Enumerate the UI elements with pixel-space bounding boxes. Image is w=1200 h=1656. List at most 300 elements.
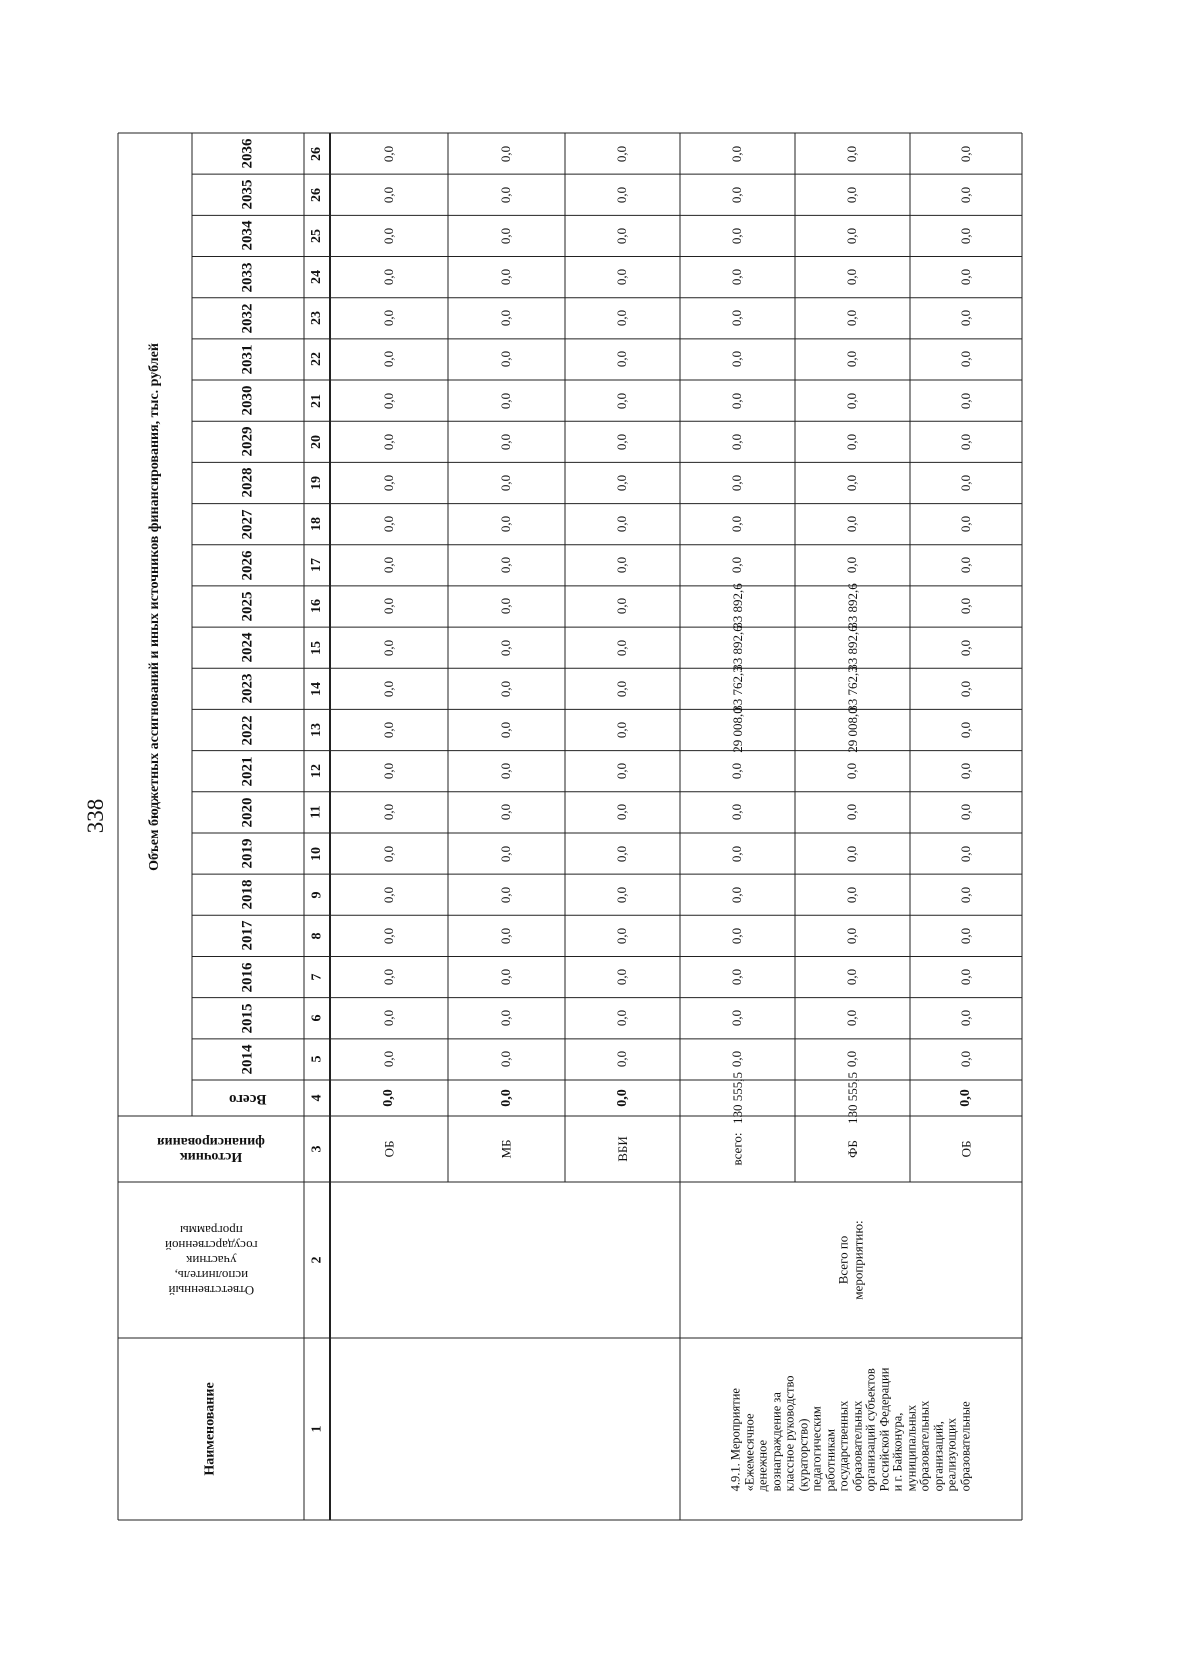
year-value: 0,0: [958, 680, 973, 697]
year-header-cell: [192, 339, 304, 380]
year-value-cell: [795, 751, 910, 792]
year-value: 0,0: [844, 227, 860, 245]
year-value-cell: [565, 257, 680, 298]
year-value-cell: [565, 380, 680, 421]
year-value: 0,0: [729, 557, 745, 574]
name-header: Наименование: [203, 1382, 218, 1476]
year-value: 0,0: [844, 310, 860, 327]
year-header: 2028: [239, 467, 256, 498]
year-value-cell: [565, 298, 680, 339]
year-value-cell: [680, 339, 795, 380]
year-value-cell: [910, 668, 1022, 709]
year-value: 0,0: [958, 557, 973, 574]
column-number: 19: [309, 475, 324, 490]
year-value-cell: [795, 504, 910, 545]
column-number: 26: [309, 146, 324, 161]
year-value: 0,0: [498, 557, 514, 574]
year-value-cell: [910, 998, 1022, 1039]
year-value-cell: [680, 380, 795, 421]
year-value: 33 762,3: [844, 666, 860, 712]
year-header-cell: [192, 298, 304, 339]
year-value-cell: [910, 545, 1022, 586]
year-header: 2029: [239, 426, 256, 457]
year-header-cell: [192, 462, 304, 503]
year-value: 0,0: [958, 927, 973, 944]
year-value: 0,0: [729, 227, 745, 245]
volume-header-cell: [118, 133, 192, 1080]
year-value: 0,0: [614, 845, 630, 862]
year-value: 0,0: [381, 433, 396, 450]
year-header: 2030: [239, 385, 256, 416]
column-number: 26: [309, 187, 324, 202]
year-value-cell: [330, 257, 448, 298]
year-value: 0,0: [381, 598, 396, 615]
column-number: 8: [309, 932, 324, 940]
column-number-cell: [304, 1116, 330, 1182]
year-value-cell: [910, 915, 1022, 956]
year-value: 0,0: [614, 145, 630, 162]
year-header-cell: [192, 792, 304, 833]
year-value: 0,0: [844, 886, 860, 903]
year-value: 0,0: [729, 968, 745, 986]
year-value: 0,0: [498, 516, 514, 533]
year-value-cell: [330, 709, 448, 750]
year-value: 0,0: [729, 516, 745, 533]
year-value: 0,0: [614, 804, 630, 821]
year-value-cell: [330, 133, 448, 174]
column-number-cell: [304, 133, 330, 174]
year-value: 0,0: [614, 721, 630, 739]
year-value-cell: [680, 583, 795, 630]
year-value-cell: [565, 709, 680, 750]
year-value-cell: [448, 133, 565, 174]
year-value: 0,0: [498, 1010, 514, 1027]
year-value-cell: [565, 792, 680, 833]
year-value: 0,0: [729, 268, 745, 286]
column-number: 14: [309, 681, 324, 696]
year-value: 0,0: [844, 557, 860, 574]
year-value-cell: [330, 833, 448, 874]
source-value-cell: [910, 1116, 1022, 1182]
year-value-cell: [448, 586, 565, 627]
year-value-cell: [795, 707, 910, 753]
year-value-cell: [680, 1039, 795, 1080]
year-value: 0,0: [498, 886, 514, 903]
year-value-cell: [565, 668, 680, 709]
year-value-cell: [680, 666, 795, 712]
year-value: 0,0: [498, 1051, 514, 1068]
source-header-cell: [118, 1116, 304, 1182]
measure-name: 4.9.1. Мероприятие «Ежемесячное денежное вознаграждение за классное руководство (кураторство) педагогическим работникам государственных образовательных организаций субъектов Российской Федерации и г. Байконура, муниципальных образовательных организаций, реализующих образовательные: [728, 1367, 972, 1491]
year-header: 2024: [239, 632, 256, 663]
year-value-cell: [680, 956, 795, 997]
year-value-cell: [448, 545, 565, 586]
year-value-cell: [448, 751, 565, 792]
year-value-cell: [680, 751, 795, 792]
year-value: 0,0: [844, 145, 860, 162]
year-value: 0,0: [614, 351, 630, 368]
year-header-cell: [192, 586, 304, 627]
year-value-cell: [448, 174, 565, 215]
year-value-cell: [680, 298, 795, 339]
total-value-cell: [910, 1080, 1022, 1116]
source-value-cell: [795, 1116, 910, 1182]
total-value-cell: [565, 1080, 680, 1116]
column-number-cell: [304, 545, 330, 586]
year-value-cell: [448, 339, 565, 380]
column-number-cell: [304, 833, 330, 874]
year-value: 0,0: [614, 927, 630, 944]
column-number-cell: [304, 586, 330, 627]
year-value-cell: [565, 462, 680, 503]
source-value-cell: [565, 1116, 680, 1182]
year-value-cell: [910, 339, 1022, 380]
year-value: 29 008,0: [729, 707, 745, 753]
column-number: 16: [309, 599, 324, 614]
year-value: 0,0: [381, 763, 396, 780]
year-value: 0,0: [729, 433, 745, 450]
year-value: 0,0: [381, 639, 396, 656]
year-value: 0,0: [614, 392, 630, 409]
year-value: 0,0: [958, 227, 973, 245]
year-value: 0,0: [958, 474, 973, 492]
year-value: 0,0: [729, 763, 745, 780]
year-value-cell: [565, 545, 680, 586]
year-value-cell: [448, 833, 565, 874]
year-value-cell: [448, 792, 565, 833]
year-value: 0,0: [614, 1051, 630, 1068]
total-value: 130 555,5: [729, 1072, 745, 1124]
year-value: 0,0: [614, 227, 630, 245]
year-value-cell: [565, 751, 680, 792]
year-value-cell: [330, 956, 448, 997]
year-value-cell: [910, 215, 1022, 256]
column-number-cell: [304, 874, 330, 915]
column-number-cell: [304, 215, 330, 256]
year-value: 0,0: [498, 927, 514, 944]
year-header-cell: [192, 833, 304, 874]
year-header: 2035: [239, 179, 256, 210]
year-value: 0,0: [381, 557, 396, 574]
year-value: 0,0: [958, 1010, 973, 1027]
column-number: 4: [309, 1094, 324, 1102]
column-number-cell: [304, 462, 330, 503]
year-header: 2020: [239, 797, 256, 828]
year-value: 0,0: [844, 1010, 860, 1027]
year-value-cell: [448, 874, 565, 915]
year-value: 0,0: [498, 845, 514, 862]
source-value: всего:: [729, 1132, 745, 1166]
year-header: 2025: [239, 591, 256, 622]
year-value: 0,0: [958, 268, 973, 286]
year-value: 0,0: [614, 516, 630, 533]
measure-executor-cell: [680, 1182, 1022, 1338]
year-value: 0,0: [844, 433, 860, 450]
year-value: 0,0: [844, 351, 860, 368]
column-number-cell: [304, 627, 330, 668]
source-value: ОБ: [957, 1140, 973, 1158]
year-value-cell: [330, 874, 448, 915]
year-value-cell: [910, 133, 1022, 174]
year-value: 0,0: [958, 433, 973, 450]
year-header: 2019: [239, 838, 256, 869]
total-value-cell: [448, 1080, 565, 1116]
year-value-cell: [565, 504, 680, 545]
year-value-cell: [565, 174, 680, 215]
column-number-cell: [304, 421, 330, 462]
column-number-cell: [304, 915, 330, 956]
year-value: 0,0: [381, 886, 396, 903]
column-number-cell: [304, 1338, 330, 1520]
year-value: 0,0: [498, 721, 514, 739]
year-value-cell: [330, 215, 448, 256]
year-header: 2018: [239, 879, 256, 910]
column-number: 23: [309, 311, 324, 326]
year-value: 33 762,3: [729, 666, 745, 712]
column-number: 13: [309, 723, 324, 737]
year-value: 0,0: [729, 1010, 745, 1027]
year-value-cell: [795, 462, 910, 503]
source-value-cell: [680, 1116, 795, 1182]
year-value-cell: [565, 956, 680, 997]
year-value: 0,0: [381, 145, 396, 162]
column-number-cell: [304, 1039, 330, 1080]
year-value: 33 892,6: [729, 624, 745, 671]
year-value: 0,0: [498, 268, 514, 286]
column-number: 21: [309, 393, 324, 408]
year-value-cell: [910, 586, 1022, 627]
year-value: 0,0: [844, 474, 860, 492]
year-value-cell: [795, 133, 910, 174]
year-value-cell: [795, 915, 910, 956]
column-number: 5: [309, 1055, 324, 1063]
year-value: 0,0: [958, 639, 973, 656]
year-value-cell: [910, 174, 1022, 215]
year-value-cell: [565, 1039, 680, 1080]
year-value-cell: [330, 380, 448, 421]
column-number: 10: [309, 846, 324, 861]
year-value-cell: [910, 380, 1022, 421]
year-header: 2021: [239, 756, 256, 787]
year-header-cell: [192, 915, 304, 956]
year-header-cell: [192, 751, 304, 792]
year-value: 0,0: [381, 1010, 396, 1027]
year-header: 2031: [239, 344, 256, 375]
year-value-cell: [910, 874, 1022, 915]
year-header-cell: [192, 627, 304, 668]
year-value-cell: [910, 257, 1022, 298]
year-header: 2033: [239, 262, 256, 293]
year-value-cell: [448, 956, 565, 997]
year-value: 0,0: [498, 598, 514, 615]
year-header-cell: [192, 874, 304, 915]
year-header-cell: [192, 257, 304, 298]
year-value: 0,0: [498, 351, 514, 368]
year-value: 0,0: [381, 804, 396, 821]
year-value-cell: [910, 956, 1022, 997]
year-value-cell: [910, 751, 1022, 792]
year-value-cell: [565, 133, 680, 174]
year-value-cell: [565, 874, 680, 915]
column-number: 22: [309, 352, 324, 367]
year-value: 0,0: [498, 804, 514, 821]
year-value: 0,0: [381, 516, 396, 533]
year-header-cell: [192, 174, 304, 215]
column-number: 18: [309, 517, 324, 532]
column-number-cell: [304, 504, 330, 545]
year-value-cell: [448, 421, 565, 462]
executor-header: Ответственный исполнитель, участник государственной программы: [164, 1222, 258, 1298]
column-number: 12: [309, 764, 324, 779]
year-value: 0,0: [958, 886, 973, 903]
year-value: 0,0: [729, 804, 745, 821]
year-value: 0,0: [381, 1051, 396, 1068]
source-value-cell: [330, 1116, 448, 1182]
year-value: 0,0: [381, 845, 396, 862]
year-value-cell: [795, 380, 910, 421]
total-value-cell: [330, 1080, 448, 1116]
year-value: 0,0: [498, 186, 514, 203]
executor-header-cell: [118, 1182, 304, 1338]
year-value-cell: [330, 339, 448, 380]
year-value-cell: [330, 751, 448, 792]
year-value: 0,0: [729, 927, 745, 944]
year-value: 0,0: [958, 310, 973, 327]
year-value-cell: [795, 257, 910, 298]
year-value-cell: [795, 666, 910, 712]
year-value: 0,0: [498, 968, 514, 986]
year-value-cell: [910, 627, 1022, 668]
year-value: 0,0: [381, 227, 396, 245]
column-number-cell: [304, 339, 330, 380]
year-value-cell: [330, 792, 448, 833]
year-value-cell: [448, 462, 565, 503]
column-number: 7: [309, 973, 324, 981]
year-value-cell: [330, 627, 448, 668]
year-value-cell: [565, 833, 680, 874]
year-value-cell: [330, 915, 448, 956]
column-number: 3: [309, 1145, 324, 1153]
year-value-cell: [448, 298, 565, 339]
year-value: 0,0: [729, 474, 745, 492]
year-value-cell: [795, 583, 910, 630]
year-value-cell: [448, 709, 565, 750]
page-number: 338: [83, 798, 108, 834]
year-value: 0,0: [614, 186, 630, 203]
year-value: 0,0: [958, 145, 973, 162]
year-header: 2017: [239, 920, 256, 951]
year-value: 0,0: [958, 721, 973, 739]
year-value-cell: [910, 462, 1022, 503]
year-value: 0,0: [729, 351, 745, 368]
year-value: 0,0: [844, 516, 860, 533]
column-number: 6: [309, 1014, 324, 1022]
column-number-cell: [304, 1080, 330, 1116]
year-header-cell: [192, 504, 304, 545]
year-value-cell: [330, 504, 448, 545]
column-number: 2: [309, 1256, 324, 1264]
year-value: 0,0: [381, 721, 396, 739]
year-header-cell: [192, 1039, 304, 1080]
year-value-cell: [680, 257, 795, 298]
year-value: 0,0: [381, 968, 396, 986]
year-value-cell: [565, 915, 680, 956]
year-value: 0,0: [958, 845, 973, 862]
year-value-cell: [795, 956, 910, 997]
year-value-cell: [795, 215, 910, 256]
year-value-cell: [330, 1039, 448, 1080]
column-number-cell: [304, 668, 330, 709]
year-header: 2027: [239, 509, 256, 540]
year-header: 2036: [239, 138, 256, 169]
year-header: 2026: [239, 550, 256, 581]
year-value: 0,0: [381, 310, 396, 327]
year-value: 0,0: [844, 804, 860, 821]
year-value-cell: [795, 298, 910, 339]
year-value: 0,0: [614, 639, 630, 656]
year-value-cell: [680, 421, 795, 462]
year-value-cell: [910, 833, 1022, 874]
year-value: 0,0: [498, 227, 514, 245]
column-number: 11: [308, 805, 324, 819]
year-value: 0,0: [614, 680, 630, 697]
year-value: 0,0: [844, 1051, 860, 1068]
year-header: 2014: [239, 1044, 256, 1075]
column-number-cell: [304, 380, 330, 421]
year-value-cell: [565, 586, 680, 627]
year-value-cell: [680, 833, 795, 874]
year-value-cell: [910, 421, 1022, 462]
year-value-cell: [680, 504, 795, 545]
year-value-cell: [680, 133, 795, 174]
year-value: 0,0: [844, 186, 860, 203]
column-number-cell: [304, 298, 330, 339]
year-value-cell: [680, 215, 795, 256]
year-value-cell: [680, 545, 795, 586]
year-value: 0,0: [381, 186, 396, 203]
year-value: 0,0: [381, 474, 396, 492]
year-value: 0,0: [844, 927, 860, 944]
year-value-cell: [565, 339, 680, 380]
source-header: Источник финансирования: [157, 1134, 265, 1164]
year-value: 0,0: [958, 598, 973, 615]
name-header-cell: [118, 1338, 304, 1520]
column-number: 20: [309, 434, 324, 449]
year-header-cell: [192, 668, 304, 709]
year-value-cell: [330, 462, 448, 503]
year-value: 0,0: [498, 433, 514, 450]
year-value-cell: [448, 380, 565, 421]
year-value-cell: [680, 998, 795, 1039]
column-number: 17: [309, 558, 324, 573]
year-value: 0,0: [381, 680, 396, 697]
column-number-cell: [304, 174, 330, 215]
year-header-cell: [192, 421, 304, 462]
year-value-cell: [448, 504, 565, 545]
source-value: ФБ: [844, 1140, 860, 1158]
year-value-cell: [795, 792, 910, 833]
year-value-cell: [795, 998, 910, 1039]
year-value: 0,0: [614, 886, 630, 903]
total-header-cell: [192, 1080, 304, 1116]
year-value: 0,0: [729, 886, 745, 903]
source-value: МБ: [498, 1139, 514, 1159]
year-value-cell: [910, 709, 1022, 750]
year-value: 0,0: [844, 392, 860, 409]
year-value: 0,0: [498, 145, 514, 162]
year-value: 0,0: [958, 968, 973, 986]
year-value: 0,0: [498, 392, 514, 409]
